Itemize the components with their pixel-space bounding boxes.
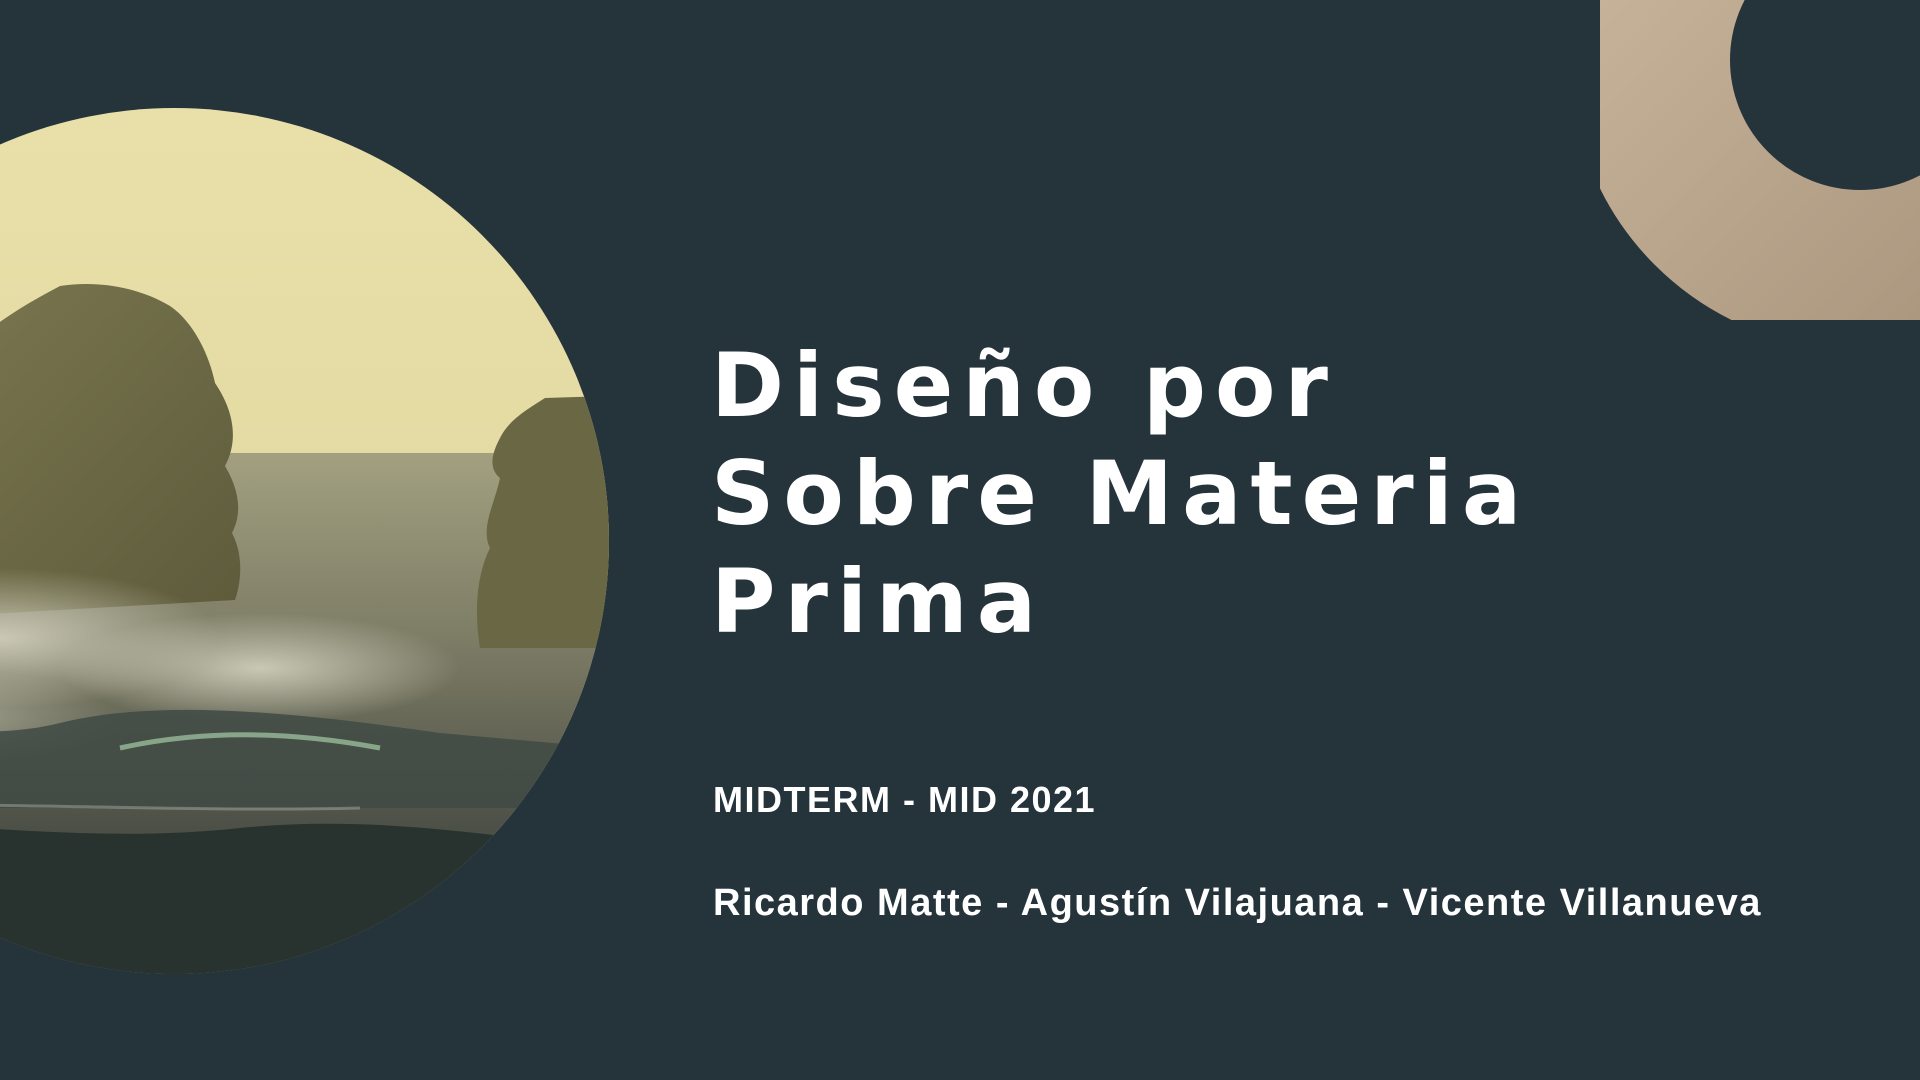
title-line-2: Sobre Materia xyxy=(711,442,1531,545)
coastal-rock-waves-photo xyxy=(0,108,609,974)
slide-subtitle: MIDTERM - MID 2021 xyxy=(713,779,1097,820)
slide-title xyxy=(711,332,1811,656)
title-line-1: Diseño por xyxy=(711,334,1337,437)
slide-authors: Ricardo Matte - Agustín Vilajuana - Vicente Villanueva xyxy=(713,882,1762,924)
title-line-3: Prima xyxy=(711,550,1046,653)
ring-decoration xyxy=(1600,0,1920,320)
